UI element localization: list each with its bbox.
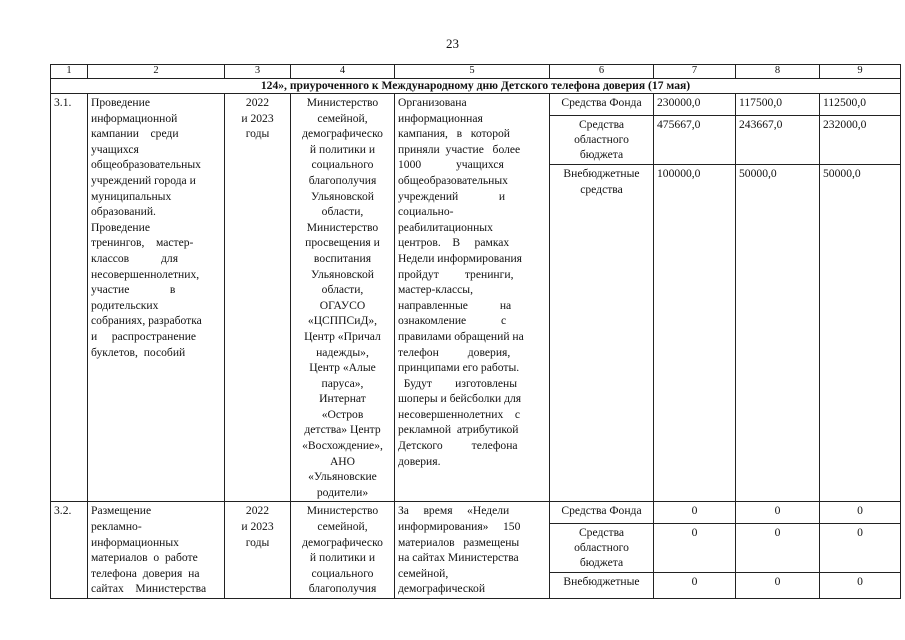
cell-line: общеобразовательных	[398, 173, 508, 187]
amount-value: 100000,0	[657, 167, 701, 180]
cell-line: Недели информирования	[398, 251, 522, 265]
cell-line: учреждений города и	[91, 173, 196, 187]
amount-value: 232000,0	[820, 116, 900, 165]
cell-line: родители»	[316, 485, 369, 499]
cell-line: семейной,	[398, 566, 449, 580]
page-number: 23	[446, 36, 459, 51]
cell-line: Будут изготовлены	[398, 376, 518, 390]
cell-line: материалов о работе	[91, 551, 198, 565]
cell-line: несовершеннолетних,	[91, 267, 200, 281]
cell-line: и 2023	[241, 520, 274, 534]
cell-line: учреждений и	[398, 189, 506, 203]
cell-line: материалов размещены	[398, 535, 520, 549]
cell-line: участие в	[91, 283, 176, 297]
cell-line: рекламно-	[91, 520, 142, 534]
table-row	[51, 94, 901, 502]
amount-value: 0	[691, 575, 698, 589]
amount-2022	[736, 502, 820, 599]
cell-line: рекламной атрибутикой	[398, 423, 519, 437]
amount-2023	[820, 502, 901, 599]
amount-value: 0	[774, 575, 781, 589]
cell-line: Ульяновской	[311, 267, 374, 281]
cell-line: Организована	[398, 96, 467, 109]
plan-table	[50, 64, 901, 599]
executors	[291, 94, 395, 502]
amount-value: 0	[654, 524, 735, 573]
cell-line: сайтах Министерства	[91, 582, 207, 596]
amount-value: 50000,0	[739, 167, 777, 180]
row-number: 3.2.	[51, 502, 88, 599]
cell-line: доверия.	[398, 454, 441, 468]
cell-line: Проведение	[91, 96, 150, 109]
source-label: Средства Фонда	[550, 502, 653, 524]
cell-line: приняли участие более	[398, 142, 521, 156]
result	[395, 502, 550, 599]
source-label: Средства Фонда	[550, 94, 653, 116]
cell-line: семейной,	[317, 520, 368, 534]
cell-line: несовершеннолетних с	[398, 407, 521, 421]
cell-line: годы	[245, 127, 270, 141]
amount-value: 243667,0	[736, 116, 819, 165]
cell-line: Проведение	[91, 220, 150, 234]
cell-line: За время «Недели	[398, 504, 510, 518]
cell-line: демографическо	[302, 535, 383, 549]
cell-line: Детского телефона	[398, 439, 518, 453]
measure-name	[88, 94, 225, 502]
col-number-8: 8	[736, 65, 820, 79]
cell-line: области,	[321, 283, 364, 297]
cell-line: Министерство	[306, 96, 379, 109]
cell-line: информирования» 150	[398, 520, 521, 534]
cell-line: информационная	[398, 111, 483, 125]
measure-name	[88, 502, 225, 599]
section-caption-row	[51, 79, 901, 94]
amount-total	[654, 502, 736, 599]
cell-line: ОГАУСО	[319, 298, 366, 312]
cell-line: Центр «Причал	[304, 329, 381, 343]
cell-line: й политики и	[309, 551, 376, 565]
executors	[291, 502, 395, 599]
cell-line: благополучия	[308, 582, 377, 596]
col-number-6: 6	[550, 65, 654, 79]
funding-sources	[550, 94, 654, 502]
cell-line: «Ульяновские	[308, 470, 377, 484]
period	[225, 502, 291, 599]
cell-line: учащихся	[91, 142, 139, 156]
row-number: 3.1.	[51, 94, 88, 502]
cell-line: демографической	[398, 582, 486, 596]
cell-line: шоперы и бейсболки для	[398, 392, 522, 406]
cell-line: «Восхождение»,	[302, 439, 383, 453]
amount-value: 230000,0	[654, 94, 735, 116]
col-number-2: 2	[88, 65, 225, 79]
amount-2023	[820, 94, 901, 502]
cell-line: Центр «Алые	[309, 361, 376, 375]
cell-line: социально-	[398, 205, 454, 219]
cell-line: кампании среди	[91, 127, 179, 141]
cell-line: семейной,	[317, 111, 368, 125]
amount-value: 117500,0	[736, 94, 819, 116]
amount-total	[654, 94, 736, 502]
source-label: Внебюджетные средства	[563, 167, 640, 196]
period	[225, 94, 291, 502]
cell-line: пройдут тренинги,	[398, 267, 514, 281]
amount-value: 0	[820, 524, 900, 573]
result	[395, 94, 550, 502]
cell-line: и распространение	[91, 329, 197, 343]
col-number-1: 1	[51, 65, 88, 79]
amount-value: 0	[736, 502, 819, 524]
source-label: Внебюджетные	[563, 575, 640, 589]
cell-line: Министерство	[306, 220, 379, 234]
cell-line: просвещения и	[305, 236, 380, 250]
col-number-7: 7	[654, 65, 736, 79]
cell-line: «Остров	[321, 407, 364, 421]
cell-line: информационной	[91, 111, 178, 125]
cell-line: 1000 учащихся	[398, 158, 504, 172]
amount-value: 0	[857, 575, 863, 589]
amount-2022	[736, 94, 820, 502]
cell-line: информационных	[91, 535, 179, 549]
cell-line: направленные на	[398, 298, 512, 312]
cell-line: телефон доверия,	[398, 345, 511, 359]
cell-line: Министерство	[306, 504, 379, 518]
cell-line: собраниях, разработка	[91, 314, 202, 328]
cell-line: кампания, в которой	[398, 127, 510, 141]
amount-value: 112500,0	[820, 94, 900, 116]
funding-sources	[550, 502, 654, 599]
amount-value: 475667,0	[654, 116, 735, 165]
cell-line: 2022	[245, 96, 270, 109]
cell-line: реабилитационных	[398, 220, 493, 234]
table-row	[51, 502, 901, 599]
source-label: Средства областного бюджета	[550, 524, 653, 573]
cell-line: общеобразовательных	[91, 158, 201, 172]
cell-line: области,	[321, 205, 364, 219]
section-caption: 124», приуроченного к Международному дню Детского телефона доверия (17 мая)	[51, 79, 901, 94]
cell-line: Размещение	[91, 504, 152, 518]
col-number-4: 4	[291, 65, 395, 79]
cell-line: детства» Центр	[304, 423, 381, 437]
cell-line: паруса»,	[321, 376, 364, 390]
cell-line: «ЦСППСиД»,	[307, 314, 378, 328]
amount-value: 50000,0	[823, 167, 861, 180]
cell-line: ознакомление с	[398, 314, 507, 328]
cell-line: центров. В рамках	[398, 236, 510, 250]
cell-line: демографическо	[302, 127, 383, 141]
cell-line: Ульяновской	[311, 189, 374, 203]
cell-line: 2022	[245, 504, 270, 518]
cell-line: буклетов, пособий	[91, 345, 186, 359]
cell-line: годы	[245, 535, 270, 549]
col-number-9: 9	[820, 65, 901, 79]
cell-line: муниципальных	[91, 189, 172, 203]
cell-line: тренингов, мастер-	[91, 236, 194, 250]
cell-line: правилами обращений на	[398, 329, 524, 343]
cell-line: телефона доверия на	[91, 566, 200, 580]
cell-line: й политики и	[309, 142, 376, 156]
cell-line: родительских	[91, 298, 159, 312]
column-number-row	[51, 65, 901, 79]
cell-line: мастер-классы,	[398, 283, 473, 297]
cell-line: благополучия	[308, 173, 377, 187]
amount-value: 0	[820, 502, 900, 524]
col-number-5: 5	[395, 65, 550, 79]
cell-line: и 2023	[241, 111, 274, 125]
cell-line: социального	[311, 158, 374, 172]
amount-value: 0	[654, 502, 735, 524]
cell-line: Интернат	[319, 392, 366, 406]
cell-line: образований.	[91, 205, 156, 219]
cell-line: воспитания	[313, 251, 372, 265]
col-number-3: 3	[225, 65, 291, 79]
cell-line: надежды»,	[316, 345, 369, 359]
cell-line: социального	[311, 566, 374, 580]
cell-line: АНО	[329, 454, 356, 468]
cell-line: принципами его работы.	[398, 361, 520, 375]
cell-line: классов для	[91, 251, 179, 265]
amount-value: 0	[736, 524, 819, 573]
source-label: Средства областного бюджета	[550, 116, 653, 165]
cell-line: на сайтах Министерства	[398, 551, 519, 565]
